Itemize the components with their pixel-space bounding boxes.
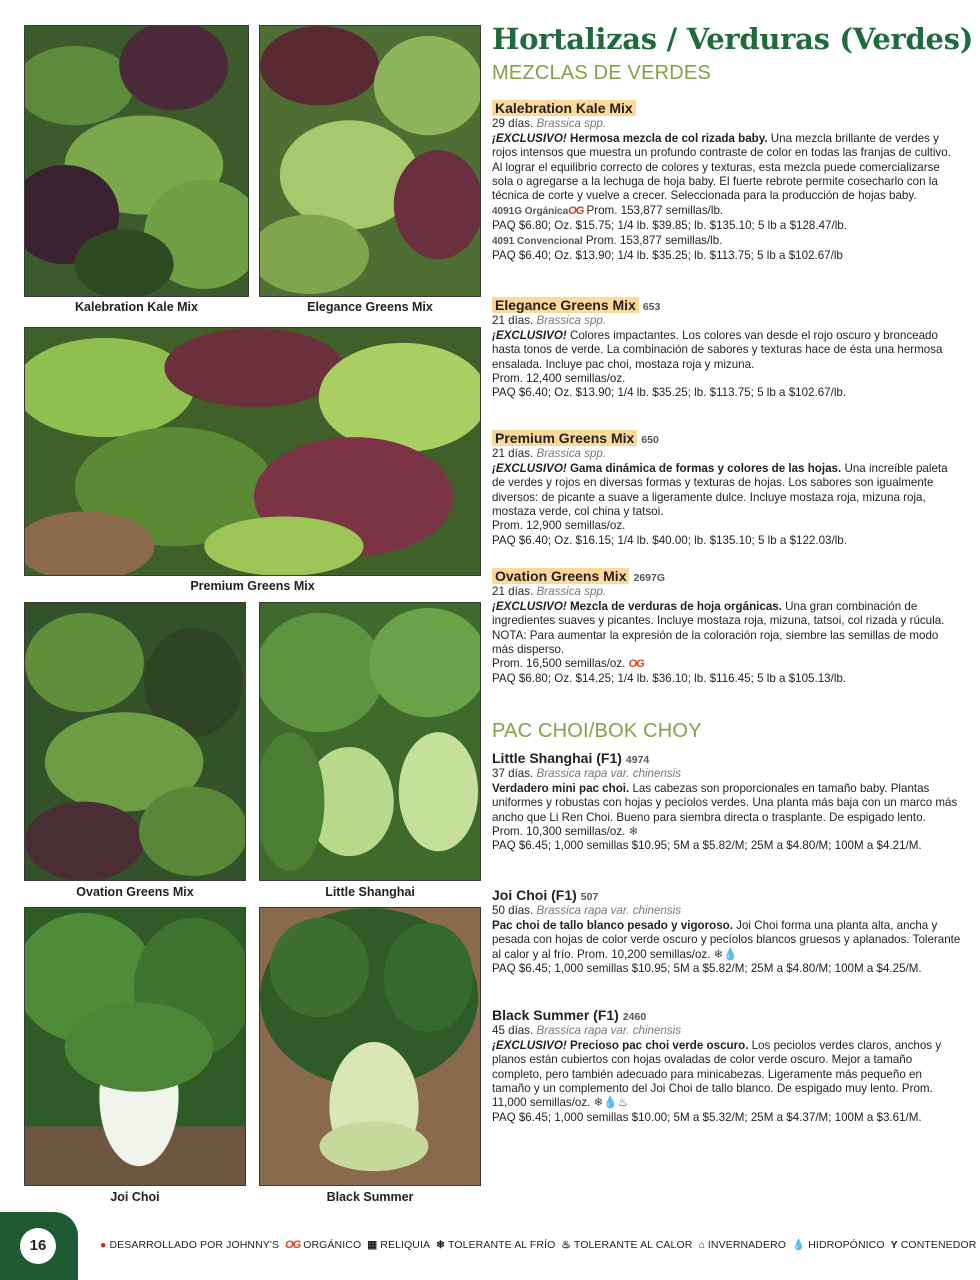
description — [492, 1039, 962, 1111]
ovation-photo — [24, 602, 246, 881]
seed-count: Prom. 153,877 semillas/lb. — [582, 233, 723, 247]
days: 29 días. — [492, 117, 534, 131]
lead-text: Hermosa mezcla de col rizada baby. — [566, 131, 768, 145]
caption-joi-choi: Joi Choi — [110, 1190, 160, 1204]
product-code: 4974 — [625, 754, 650, 766]
greenhouse-icon: ⌂ — [698, 1239, 705, 1251]
price-line: PAQ $6.45; 1,000 semillas $10.95; 5M a $5.82/M; 25M a $4.80/M; 100M a $4.25/M. — [492, 962, 922, 976]
price-line: PAQ $6.40; Oz. $16.15; 1/4 lb. $40.00; lb. $135.10; 5 lb a $122.03/lb. — [492, 533, 847, 547]
description — [492, 462, 962, 520]
section-heading-pac-choi: PAC CHOI/BOK CHOY — [492, 720, 702, 742]
joi-choi-photo — [24, 907, 246, 1186]
product-name: Premium Greens Mix — [492, 430, 637, 446]
description-text: Las cabezas son proporcionales en tamaño baby. Plantas uniformes y robustas con hojas y pecíolos verdes. Una planta más baja con un marco más ancho que Li Ren Choi. Bueno para siembra directa o trasplante. De espigado lento. — [492, 781, 958, 824]
code-organic: 4091G Orgánica — [492, 205, 569, 217]
description — [492, 132, 962, 204]
price-line: PAQ $6.40; Oz. $13.90; 1/4 lb. $35.25; lb. $113.75; 5 lb a $102.67/lb — [492, 249, 843, 263]
days: 21 días. — [492, 585, 534, 599]
exclusive-tag: ¡EXCLUSIVO! — [492, 599, 567, 613]
elegance-photo — [259, 25, 481, 297]
exclusive-tag: ¡EXCLUSIVO! — [492, 1038, 567, 1052]
days: 21 días. — [492, 314, 534, 328]
product-name: Kalebration Kale Mix — [492, 100, 636, 116]
description-text: Una increíble paleta de verdes y rojos en diversas formas y texturas de hojas. Los sabores son igualmente diversos: de picante a suave a ligeramente dulce. Incluye mostaza roja, mizuna roja, mostaza verde, col china y tatsoi. — [492, 461, 948, 519]
legend-label: HIDROPÓNICO — [808, 1239, 885, 1251]
days: 45 días. — [492, 1024, 534, 1038]
description — [492, 600, 962, 658]
legend-label: TOLERANTE AL CALOR — [573, 1239, 693, 1251]
seed-count: Prom. 12,400 semillas/oz. — [492, 372, 626, 386]
section-heading-greens: MEZCLAS DE VERDES — [492, 62, 712, 84]
description-text: Una gran combinación de ingredientes suaves y picantes. Incluye mostaza roja, mizuna, tatsoi, col rizada y rúcula. NOTA: Para aumentar la expresión de la coloración roja, siembre las semillas de modo más disperso. — [492, 599, 945, 657]
code-conventional: 4091 Convencional — [492, 235, 583, 247]
price-line: PAQ $6.80; Oz. $14.25; 1/4 lb. $36.10; lb. $116.45; 5 lb a $105.13/lb. — [492, 671, 847, 685]
organic-icon: OG — [285, 1239, 301, 1251]
caption-premium: Premium Greens Mix — [190, 579, 315, 593]
organic-icon: OG — [628, 658, 644, 671]
description-text: Una mezcla brillante de verdes y rojos intensos que muestra un profundo contraste de color en todas las franjas de cultivo. Al lograr el equilibrio correcto de colores y texturas, esta mezcla puede comercializarse sola o agregarse a la lechuga de hoja baby. El fuerte rebrote permite cosecharlo con la técnica de corte y vuelve a crecer. Seleccionada para la producción de hojas baby. — [492, 131, 951, 203]
scientific-name: Brassica rapa var. chinensis — [536, 767, 682, 781]
heat-tolerant-icon: ♨ — [561, 1239, 571, 1251]
product-little-shanghai — [492, 749, 962, 854]
product-kalebration — [492, 99, 962, 263]
days: 50 días. — [492, 904, 534, 918]
price-line: PAQ $6.45; 1,000 semillas $10.00; 5M a $5.32/M; 25M a $4.37/M; 100M a $3.61/M. — [492, 1110, 922, 1124]
johnnys-icon: ● — [100, 1239, 107, 1251]
scientific-name: Brassica rapa var. chinensis — [536, 904, 682, 918]
little-shanghai-photo — [259, 602, 481, 881]
caption-elegance: Elegance Greens Mix — [307, 300, 433, 314]
product-elegance — [492, 296, 962, 401]
exclusive-tag: ¡EXCLUSIVO! — [492, 328, 567, 342]
premium-photo — [24, 327, 481, 576]
legend-label: RELIQUIA — [380, 1239, 431, 1251]
product-name: Joi Choi (F1) — [492, 887, 577, 903]
legend-label: CONTENEDOR — [900, 1239, 977, 1251]
product-joi-choi — [492, 886, 962, 976]
lead-text: Gama dinámica de formas y colores de las hojas. — [566, 461, 842, 475]
black-summer-photo — [259, 907, 481, 1186]
product-code: 653 — [642, 301, 661, 313]
legend-label: DESARROLLADO POR JOHNNY'S — [109, 1239, 280, 1251]
product-name: Ovation Greens Mix — [492, 568, 629, 584]
product-code: 2697G — [633, 572, 666, 584]
lead-text: Verdadero mini pac choi. — [492, 781, 630, 795]
caption-black-summer: Black Summer — [326, 1190, 414, 1204]
heirloom-icon: ▦ — [367, 1239, 378, 1251]
description — [492, 919, 962, 962]
caption-ovation: Ovation Greens Mix — [76, 885, 194, 899]
product-name: Elegance Greens Mix — [492, 297, 639, 313]
product-ovation — [492, 567, 962, 686]
lead-text: Pac choi de tallo blanco pesado y vigoroso. — [492, 918, 733, 932]
description-text: Colores impactantes. Los colores van desde el rojo oscuro y bronceado hasta tonos de verde. La combinación de sabores y texturas hace de ésta una hermosa ensalada. Incluye pac choi, mostaza roja y mizuna. — [492, 328, 943, 371]
product-code: 650 — [641, 434, 659, 446]
price-line: PAQ $6.80; Oz. $15.75; 1/4 lb. $39.85; lb. $135.10; 5 lb a $128.47/lb. — [492, 219, 847, 233]
legend — [100, 1238, 979, 1251]
caption-kalebration: Kalebration Kale Mix — [75, 300, 198, 314]
legend-label: INVERNADERO — [707, 1239, 787, 1251]
trait-icons: ❄💧 — [713, 947, 738, 961]
scientific-name: Brassica rapa var. chinensis — [536, 1024, 682, 1038]
product-code: 2460 — [622, 1011, 647, 1023]
container-icon: Y — [890, 1239, 898, 1251]
exclusive-tag: ¡EXCLUSIVO! — [492, 461, 567, 475]
seed-count: Prom. 153,877 semillas/lb. — [583, 203, 724, 217]
exclusive-tag: ¡EXCLUSIVO! — [492, 131, 567, 145]
product-name: Little Shanghai (F1) — [492, 750, 622, 766]
header — [492, 22, 974, 85]
caption-little-shanghai: Little Shanghai — [325, 885, 415, 899]
page-title: Hortalizas / Verduras (Verdes) — [492, 22, 974, 56]
lead-text: Precioso pac choi verde oscuro. — [566, 1038, 749, 1052]
cold-tolerant-icon: ❄ — [628, 825, 639, 839]
scientific-name: Brassica spp. — [536, 447, 607, 461]
price-line: PAQ $6.40; Oz. $13.90; 1/4 lb. $35.25; lb. $113.75; 5 lb a $102.67/lb. — [492, 386, 847, 400]
price-line: PAQ $6.45; 1,000 semillas $10.95; 5M a $5.82/M; 25M a $4.80/M; 100M a $4.21/M. — [492, 839, 922, 853]
organic-icon: OG — [568, 204, 584, 217]
description — [492, 329, 962, 372]
product-premium — [492, 429, 962, 548]
seed-count: Prom. 10,300 semillas/oz. — [492, 825, 626, 839]
description-text: Joi Choi forma una planta alta, ancha y pesada con hojas de color verde oscuro y pecíolos blancos gruesos y aplanados. Tolerante al calor y al frío. Prom. 10,200 semillas/oz. — [492, 918, 961, 961]
lead-text: Mezcla de verduras de hoja orgánicas. — [566, 599, 782, 613]
cold-tolerant-icon: ❄ — [436, 1239, 446, 1251]
legend-label: ORGÁNICO — [303, 1239, 362, 1251]
days: 37 días. — [492, 767, 534, 781]
product-name: Black Summer (F1) — [492, 1007, 619, 1023]
seed-count: Prom. 12,900 semillas/oz. — [492, 519, 626, 533]
trait-icons: ❄💧♨ — [593, 1096, 629, 1110]
product-black-summer — [492, 1006, 962, 1125]
description-text: Los peciolos verdes claros, anchos y planos están cubiertos con hojas ovaladas de color verde oscuro. Mejor a tamaño completo, pero también adecuado para minicabezas. Ligeramente más pequeño en tamaño y un complemento del Joi Choi de tallo blanco. De espigado muy lento. Prom. 11,000 semillas/oz. — [492, 1038, 942, 1110]
kalebration-photo — [24, 25, 249, 297]
scientific-name: Brassica spp. — [536, 117, 607, 131]
description — [492, 782, 962, 825]
hydroponic-icon: 💧 — [792, 1239, 806, 1251]
days: 21 días. — [492, 447, 534, 461]
product-code: 507 — [580, 891, 599, 903]
scientific-name: Brassica spp. — [536, 585, 607, 599]
legend-label: TOLERANTE AL FRÍO — [448, 1239, 556, 1251]
seed-count: Prom. 16,500 semillas/oz. — [492, 657, 626, 671]
scientific-name: Brassica spp. — [536, 314, 607, 328]
page-number: 16 — [20, 1228, 56, 1264]
